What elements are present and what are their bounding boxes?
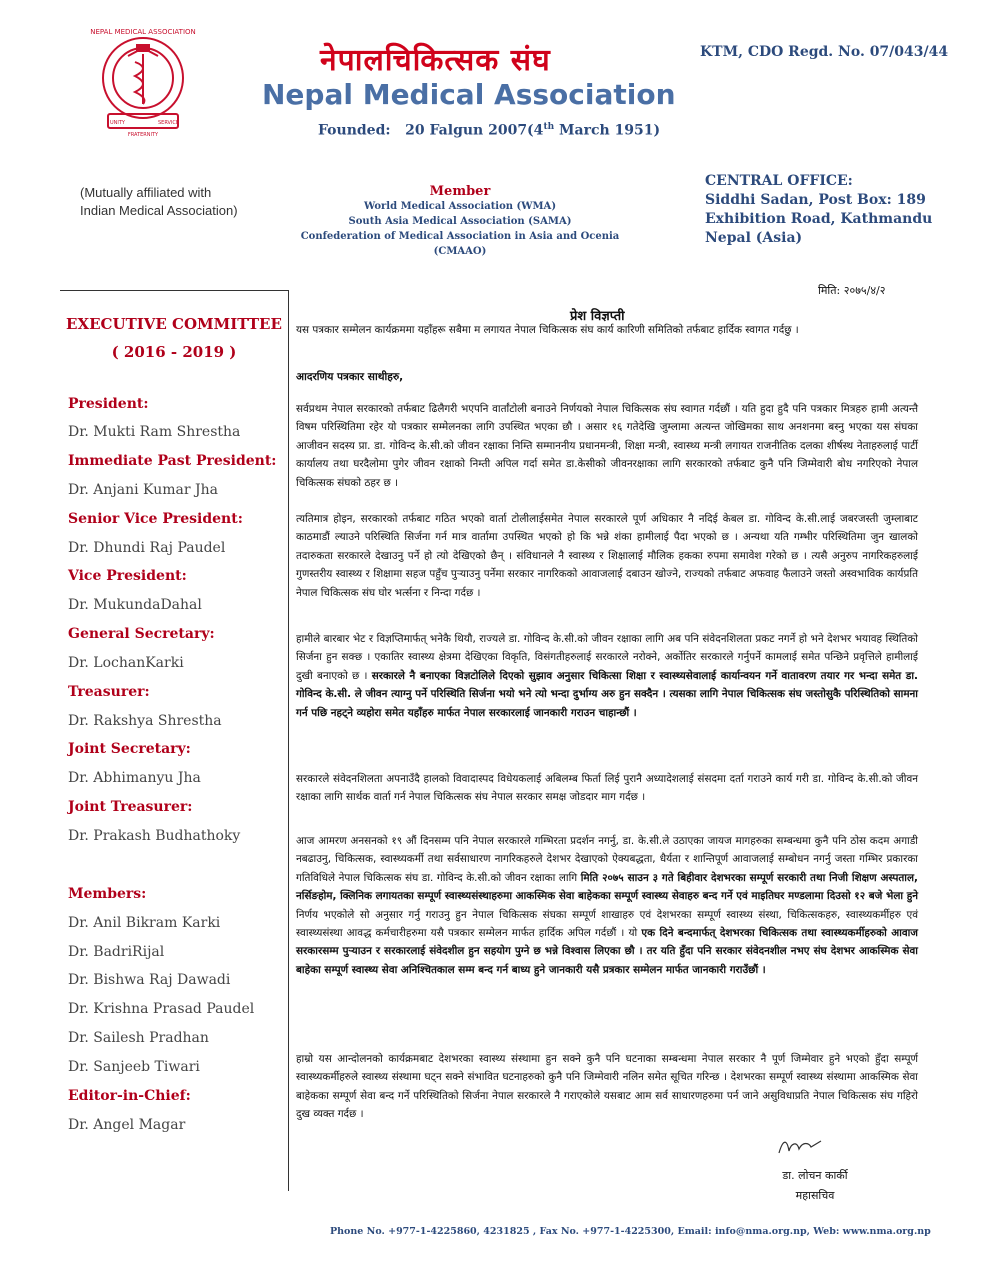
- member-heading: Member: [429, 184, 491, 199]
- paragraph-5c: निर्णय भएकोले सो अनुसार गर्नु गराउनु हुन नेपाल चिकित्सक संघका सम्पूर्ण शाखाहरु एवं देशभरका सम्पूर्ण स्वास्थ्य संस्था, चिकित्सकहरु, स्वास्थ्यकर्मीहरु एवं स्वास्थ्यसंस्था आवद्ध कर्मचारीहरुमा यसै पत्रकार सम्मेलन मार्फत हार्दिक अपिल गर्दछौं । यो: [296, 908, 918, 940]
- paragraph-3-text: हामीले बारबार भेट र विज्ञप्तिमार्फत् भनेकै थियौ, राज्यले डा. गोविन्द के.सी.को जीवन रक्षाका लागि अब पनि संवेदनशिलता प्रकट नगर्ने हो भने देशभर भयावह स्थितिको सिर्जना हुन सक्छ । एकातिर स्वास्थ्य क्षेत्रमा देखिएका विकृति, विसंगतीहरुलाई सरकारले नरोक्ने, अर्कोतिर सरकारले गर्नुपर्ने कामलाई समेत पन्छिने प्रवृत्तिले हामीलाई दुखी बनाएको छ ।: [296, 633, 918, 682]
- member-line-2: South Asia Medical Association (SAMA): [348, 216, 572, 227]
- title-nepali: नेपालचिकित्सक संघ: [320, 43, 551, 78]
- editor-name: Dr. Angel Magar: [68, 1117, 186, 1133]
- affiliation: [80, 184, 238, 220]
- intro-paragraph: यस पत्रकार सम्मेलन कार्यक्रममा यहाँहरू सबैमा म लगायत नेपाल चिकित्सक संघ कार्य कारिणी समितिको तर्फबाट हार्दिक स्वागत गर्दछु ।: [296, 324, 799, 336]
- logo-text-top: NEPAL MEDICAL ASSOCIATION: [90, 28, 196, 36]
- central-office: [705, 172, 932, 248]
- role-name: Dr. Abhimanyu Jha: [68, 770, 201, 786]
- executive-committee-heading: [60, 310, 288, 366]
- founded-line: [318, 122, 660, 139]
- role-label: Immediate Past President:: [68, 453, 277, 469]
- member-block: [280, 184, 640, 259]
- paragraph-5: [296, 832, 918, 979]
- role-name: Dr. Dhundi Raj Paudel: [68, 540, 226, 556]
- office-line-2: Siddhi Sadan, Post Box: 189: [705, 192, 926, 208]
- logo-text-left: UNITY: [110, 120, 125, 126]
- paragraph-5a: आज आमरण अनसनको १९ औं दिनसम्म पनि नेपाल सरकारले गम्भिरता प्रदर्शन नगर्नु, डा. के.सी.ले उठाएका जायज मागहरुका सम्बन्धमा कुनै पनि ठोस कदम अगाडी नबढाउनु, चिकित्सक, स्वास्थ्यकर्मी तथा सर्वसाधारण नागरिकहरुले देशभर देखाएको ऐक्यबद्धता, धैर्यता र शान्तिपूर्ण आवाजलाई सम्बोधन नगर्नु जस्ता गम्भिर प्रकारका गतिविधिले नेपाल चिकित्सक संघ डा. गोविन्द के.सी.को जीवन रक्षाका लागि: [296, 835, 918, 884]
- paragraph-6: हाम्रो यस आन्दोलनको कार्यक्रमबाट देशभरका स्वास्थ्य संस्थामा हुन सक्ने कुनै पनि घटनाका सम्बन्धमा नेपाल सरकार नै पूर्ण जिम्मेवार हुने भएको हुँदा सम्पूर्ण स्वास्थ्यकर्मीहरुले स्वास्थ्य संस्थामा घट्न सक्ने संभावित घटनाहरुको कुनै पनि जिम्मेवारी नलिन समेत सूचित गरिन्छ । देशभरका सम्पूर्ण स्वास्थ्य संस्थामा आकस्मिक सेवा बाहेकका सम्पूर्ण सेवा बन्द गर्ने परिस्थितिको सिर्जना नेपाल सरकारले नै गराएकोले यसबाट आम सर्व साधारणहरुमा पर्न जाने असुविधाप्रति नेपाल चिकित्सक संघ गहिरो दुख व्यक्त गर्दछ ।: [296, 1053, 918, 1121]
- role-name: Dr. Anjani Kumar Jha: [68, 482, 218, 498]
- role-name: Dr. Prakash Budhathoky: [68, 828, 241, 844]
- role-name: Dr. Rakshya Shrestha: [68, 713, 222, 729]
- paragraph-5b: मिति २०७५ साउन ३ गते बिहीवार देशभरका सम्पूर्ण सरकारी तथा निजी शिक्षण अस्पताल, नर्सिङहोम, क्लिनिक लगायतका सम्पूर्ण स्वास्थ्यसंस्थाहरुमा आकस्मिक सेवा बाहेकका सम्पूर्ण स्वास्थ्य सेवाहरु बन्द गर्ने एवं माइतिघर मण्डलामा दिउसो १२ बजे भेला हुने: [296, 871, 918, 903]
- member-line-3: Confederation of Medical Association in Asia and Ocenia (CMAAO): [300, 231, 620, 257]
- committee-title: EXECUTIVE COMMITTEE: [66, 315, 282, 333]
- role-label: Joint Treasurer:: [68, 799, 193, 815]
- committee-term: ( 2016 - 2019 ): [111, 343, 237, 361]
- member-line-1: World Medical Association (WMA): [363, 201, 557, 212]
- title-english: Nepal Medical Association: [262, 78, 676, 111]
- role-label: Vice President:: [68, 568, 187, 584]
- footer-contact: Phone No. +977-1-4225860, 4231825 , Fax No. +977-1-4225300, Email: info@nma.org.np, Web: www.nma.org.np: [330, 1226, 931, 1237]
- members-label: Members:: [68, 886, 147, 902]
- editor-label: Editor-in-Chief:: [68, 1088, 191, 1104]
- paragraph-3-bold: सरकारले नै बनाएका विज्ञटोलिले दिएको सुझाव अनुसार चिकित्सा शिक्षा र स्वास्थ्यसेवालाई कार्यान्वयन गर्ने वातावरण तयार गर भन्दा समेत डा. गोविन्द के.सी. ले जीवन त्याग्नु पर्ने परिस्थिति सिर्जना भयो भने त्यो भन्दा दुर्भाग्य अरु हुन सक्दैन । त्यसका लागि नेपाल चिकित्सक संघ जस्तोसुकै परिस्थितिको सामना गर्न पछि नहट्ने व्यहोरा समेत यहाँहरु मार्फत नेपाल सरकारलाई जानकारी गराउन चाहान्छौं ।: [296, 669, 918, 719]
- paragraph-5d: एक दिने बन्दमार्फत् देशभरका चिकित्सक तथा स्वास्थ्यकर्मीहरुको आवाज सरकारसम्म पुऱ्याउन र सरकारलाई संवेदशील हुन सहयोग पुग्ने छ भन्ने विश्वास लिएका छौ । तर यति हुँदा पनि सरकार संवेदनशील नभए संघ देशभर आकस्मिक सेवा बाहेका सम्पूर्ण स्वास्थ्य सेवा अनिश्चितकाल सम्म बन्द गर्न बाध्य हुने जानकारी यसै प्रत्रकार सम्मेलन मार्फत जानकारी गराउँछौं ।: [296, 927, 919, 976]
- role-label: President:: [68, 396, 149, 412]
- logo-text-bottom: FRATERNITY: [127, 132, 159, 138]
- salutation: आदरणिय पत्रकार साथीहरु,: [296, 371, 404, 383]
- founded-sup: th: [543, 122, 555, 132]
- paragraph-1: सर्वप्रथम नेपाल सरकारको तर्फबाट ढिलैगरी भएपनि वार्तांटोली बनाउने निर्णयको नेपाल चिकित्सक संघ स्वागत गर्दछौं । यति हुदा हुदै पनि पत्रकार मित्रहरु हामी अत्यन्तै विषम परिस्थितिमा रहेर यो पत्रकार सम्मेलनका लागि उपस्थित भएका छौ । असार १६ गतेदेखि जुम्लामा अत्यन्त जोखिमका साथ अनशनमा बस्नु भएका यस संघका आजीवन सदस्य प्रा. डा. गोविन्द के.सी.को जीवन रक्षाका निम्ति सम्माननीय प्रधानमन्त्री, शिक्षा मन्त्री, स्वास्थ्य मन्त्री लगायत राजनीतिक दलका शीर्षस्थ नेताहरुलाई पार्टी कार्यालय तथा घरदैलोमा पुगेर जीवन रक्षाको निम्ती अपिल गर्दा समेत डा.केसीको जीवनरक्षाका लागि सरकारको तर्फबाट कुनै पनि जिम्मेवारी बोध नगरिएको नेपाल चिकित्सक संघको ठहर छ ।: [296, 403, 918, 489]
- press-release-title: प्रेश विज्ञप्ती: [570, 309, 625, 324]
- role-label: Senior Vice President:: [68, 511, 243, 527]
- role-name: Dr. Mukti Ram Shrestha: [68, 424, 241, 440]
- registration-number: KTM, CDO Regd. No. 07/043/44: [700, 44, 949, 60]
- nma-logo: [88, 22, 198, 140]
- logo-text-right: SERVICE: [158, 120, 180, 126]
- signatory-title: महासचिव: [795, 1189, 835, 1202]
- office-line-4: Nepal (Asia): [705, 230, 803, 246]
- role-name: Dr. LochanKarki: [68, 655, 184, 671]
- affiliation-line-1: (Mutually affiliated with: [80, 185, 212, 200]
- member-name: Dr. Sailesh Pradhan: [68, 1030, 209, 1046]
- member-name: Dr. Anil Bikram Karki: [68, 915, 221, 931]
- affiliation-line-2: Indian Medical Association): [80, 203, 238, 218]
- paragraph-4: सरकारले संवेदनशिलता अपनाउँदै हालको विवादास्पद विधेयकलाई अबिलम्ब फिर्ता लिई पुरानै अध्यादेशलाई संसदमा दर्ता गराउने कार्य गरी डा. गोविन्द के.सी.को जीवन रक्षाका लागि सार्थक वार्ता गर्न नेपाल चिकित्सक संघ नेपाल सरकार समक्ष जोडदार माग गर्दछ ।: [296, 773, 918, 804]
- letter-date: मिति: २०७५/४/२: [818, 284, 886, 297]
- role-label: Treasurer:: [68, 684, 150, 700]
- office-line-3: Exhibition Road, Kathmandu: [705, 211, 933, 227]
- member-name: Dr. Bishwa Raj Dawadi: [68, 972, 231, 988]
- member-name: Dr. BadriRijal: [68, 944, 165, 960]
- role-label: Joint Secretary:: [68, 741, 191, 757]
- signature-icon: [775, 1135, 825, 1159]
- role-name: Dr. MukundaDahal: [68, 597, 202, 613]
- founded-date: 20 Falgun 2007(4: [405, 122, 544, 139]
- signatory-block: [760, 1166, 870, 1206]
- founded-label: Founded:: [318, 122, 391, 139]
- paragraph-3: [296, 630, 918, 722]
- paragraph-2: त्यतिमात्र होइन, सरकारको तर्फबाट गठित भएको वार्ता टोलीलाईसमेत नेपाल सरकारले पूर्ण अधिकार नै नदिई केबल डा. गोविन्द के.सी.लाई जबरजस्ती जुम्लाबाट काठमाडौं ल्याउने परिस्थिति सिर्जना गर्न मात्र वार्तामा उपस्थित भएको हो कि भन्ने शंका हामीलाई पैदा भएको छ । अन्यथा यति गम्भीर परिस्थितिमा जुन खालको तदारुकता सरकारले देखाउनु पर्ने हो त्यो देखिएको छैन् । संविधानले नै स्वास्थ्य र शिक्षालाई मौलिक हकका रुपमा समावेश गरेको छ । त्यसै अनुरुप नागरिकहरुलाई गुणस्तरीय स्वास्थ्य र शिक्षामा सहज पहुँच पुऱ्याउनु पर्नेमा सरकार नागरिकको आवाजलाई दबाउन खोज्ने, राज्यको तर्फबाट अफवाह फैलाउने जस्तो अस्वभाविक कार्यप्रति नेपाल चिकित्सक संघ घोर भर्त्सना र निन्दा गर्दछ ।: [296, 513, 918, 599]
- member-name: Dr. Krishna Prasad Paudel: [68, 1001, 255, 1017]
- role-label: General Secretary:: [68, 626, 215, 642]
- office-line-1: CENTRAL OFFICE:: [705, 173, 853, 189]
- founded-rest: March 1951): [554, 122, 661, 139]
- member-name: Dr. Sanjeeb Tiwari: [68, 1059, 200, 1075]
- signatory-name: डा. लोचन कार्की: [782, 1169, 848, 1182]
